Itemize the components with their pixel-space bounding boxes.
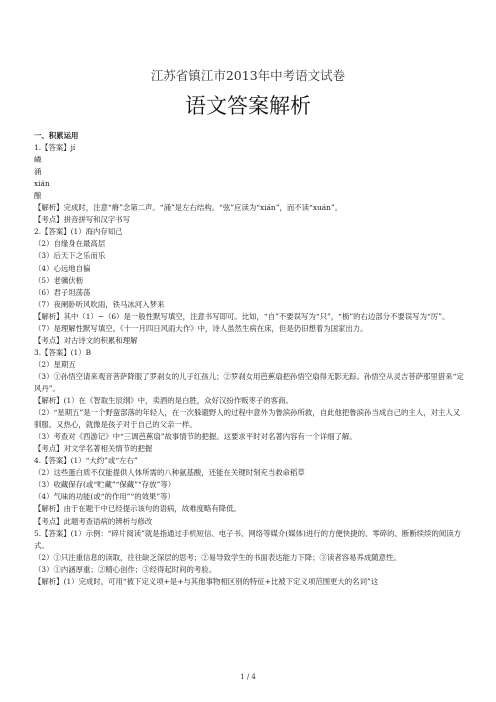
answer-line: （3）①孙悟空请来观音菩萨降服了罗刹女的儿子红孩儿；②罗刹女用芭蕉扇把孙悟空扇得无影无踪。孙悟空从灵吉菩萨那里借来“定风丹”。	[34, 371, 464, 393]
analysis-line: （2）“星期五”是一个野蛮部落的年轻人，在一次躲避野人的过程中意外为鲁滨孙所救，自此他把鲁滨孙当成自己的主人，对主人又驯服、又热心，就像是孩子对于自己的父亲一样。	[34, 408, 461, 430]
analysis-line: 【解析】(1）完成时，可用“被下定义项+是+与其他事物相区别的特征+比被下定义项范围更大的名词”这	[34, 576, 379, 586]
answer-line: 嶙	[34, 155, 42, 165]
analysis-line: 【解析】完成时，注意“瘠”念第二声。“涌”是左右结构。“弦”应读为“xián”，而不读“xuán”。	[34, 203, 343, 213]
answer-line: （3）收藏保存(或“贮藏”“保藏”“存放”等）	[34, 480, 176, 490]
topic-line: 【考点】对文学名著相关情节的把握	[34, 444, 153, 454]
answer-line: 涌	[34, 167, 42, 177]
answer-line: 酿	[34, 191, 42, 201]
answer-line: 1.【答案】jí	[34, 143, 76, 153]
analysis-line: （3）考查对《西游记》中“三调芭蕉扇”故事情节的把握。这要求平时对名著内容有一个详细了解。	[34, 432, 357, 442]
analysis-line: 【解析】由于在题干中已经提示该句的语病，故难度略有降低。	[34, 504, 241, 514]
answer-line: （4）心远地自偏	[34, 263, 91, 273]
answer-line: 3.【答案】(1）B	[34, 347, 92, 357]
answer-line: （3）后天下之乐而乐	[34, 251, 106, 261]
answer-body	[34, 130, 466, 588]
answer-line: 4.【答案】(1）“大约”或“左右”	[34, 456, 138, 466]
answer-line: （2）①只注重信息的读取，往往缺乏深层的思考；②易导致学生的书面表达能力下降；③读者容易养成随意性。	[34, 552, 401, 562]
answer-line: xián	[34, 179, 50, 189]
answer-line: （2）这些蛋白质不仅能提供人体所需的八种氨基酸，还能在关键时刻充当救命稻草	[34, 468, 305, 478]
section-heading: 一、积累运用	[34, 131, 79, 140]
answer-line: （4）气味的功能(或“的作用”“的效果”等）	[34, 492, 175, 502]
document-heading: 语文答案解析	[185, 94, 311, 118]
analysis-line: 【解析】其中（1）~（6）是一般性默写填空，注意书写即可。比如，“自”不要误写为“只”，“枥”的右边部分不要误写为“厉”。	[34, 311, 450, 321]
topic-line: 【考点】对古诗文的积累和理解	[34, 335, 138, 345]
answer-line: （3）①内涵厚重；②精心创作；③经得起时间的考验。	[34, 564, 217, 574]
answer-line: （6）君子坦荡荡	[34, 287, 91, 297]
topic-line: 【考点】拼音拼写和汉字书写	[34, 215, 131, 225]
answer-line: （2）自缘身在最高层	[34, 239, 106, 249]
answer-line: （5）老骥伏枥	[34, 275, 84, 285]
analysis-line: 【解析】(1）在《智取生辰纲》中，卖酒的是白胜，众好汉扮作贩枣子的客商。	[34, 396, 293, 406]
answer-line: 2.【答案】(1）海内存知己	[34, 227, 123, 237]
answer-line: （7）夜阑卧听风吹雨，铁马冰河入梦来	[34, 299, 165, 309]
answer-line: 5.【答案】(1）示例：“碎片阅读”就是指通过手机短信、电子书、网络等媒介(媒体)进行的方便快捷的、零碎的、断断续续的阅读方式。	[34, 528, 462, 550]
exam-title: 江苏省镇江市2013年中考语文试卷	[150, 68, 346, 83]
answer-line: （2）星期五	[34, 359, 76, 369]
topic-line: 【考点】此题考查语病的辨析与修改	[34, 516, 153, 526]
analysis-line: （7）是理解性默写填空。《十一月四日风雨大作》中，诗人虽然生病在床，但是仍旧想着为国家出力。	[34, 323, 368, 333]
page-number: 1 / 4	[240, 673, 256, 681]
